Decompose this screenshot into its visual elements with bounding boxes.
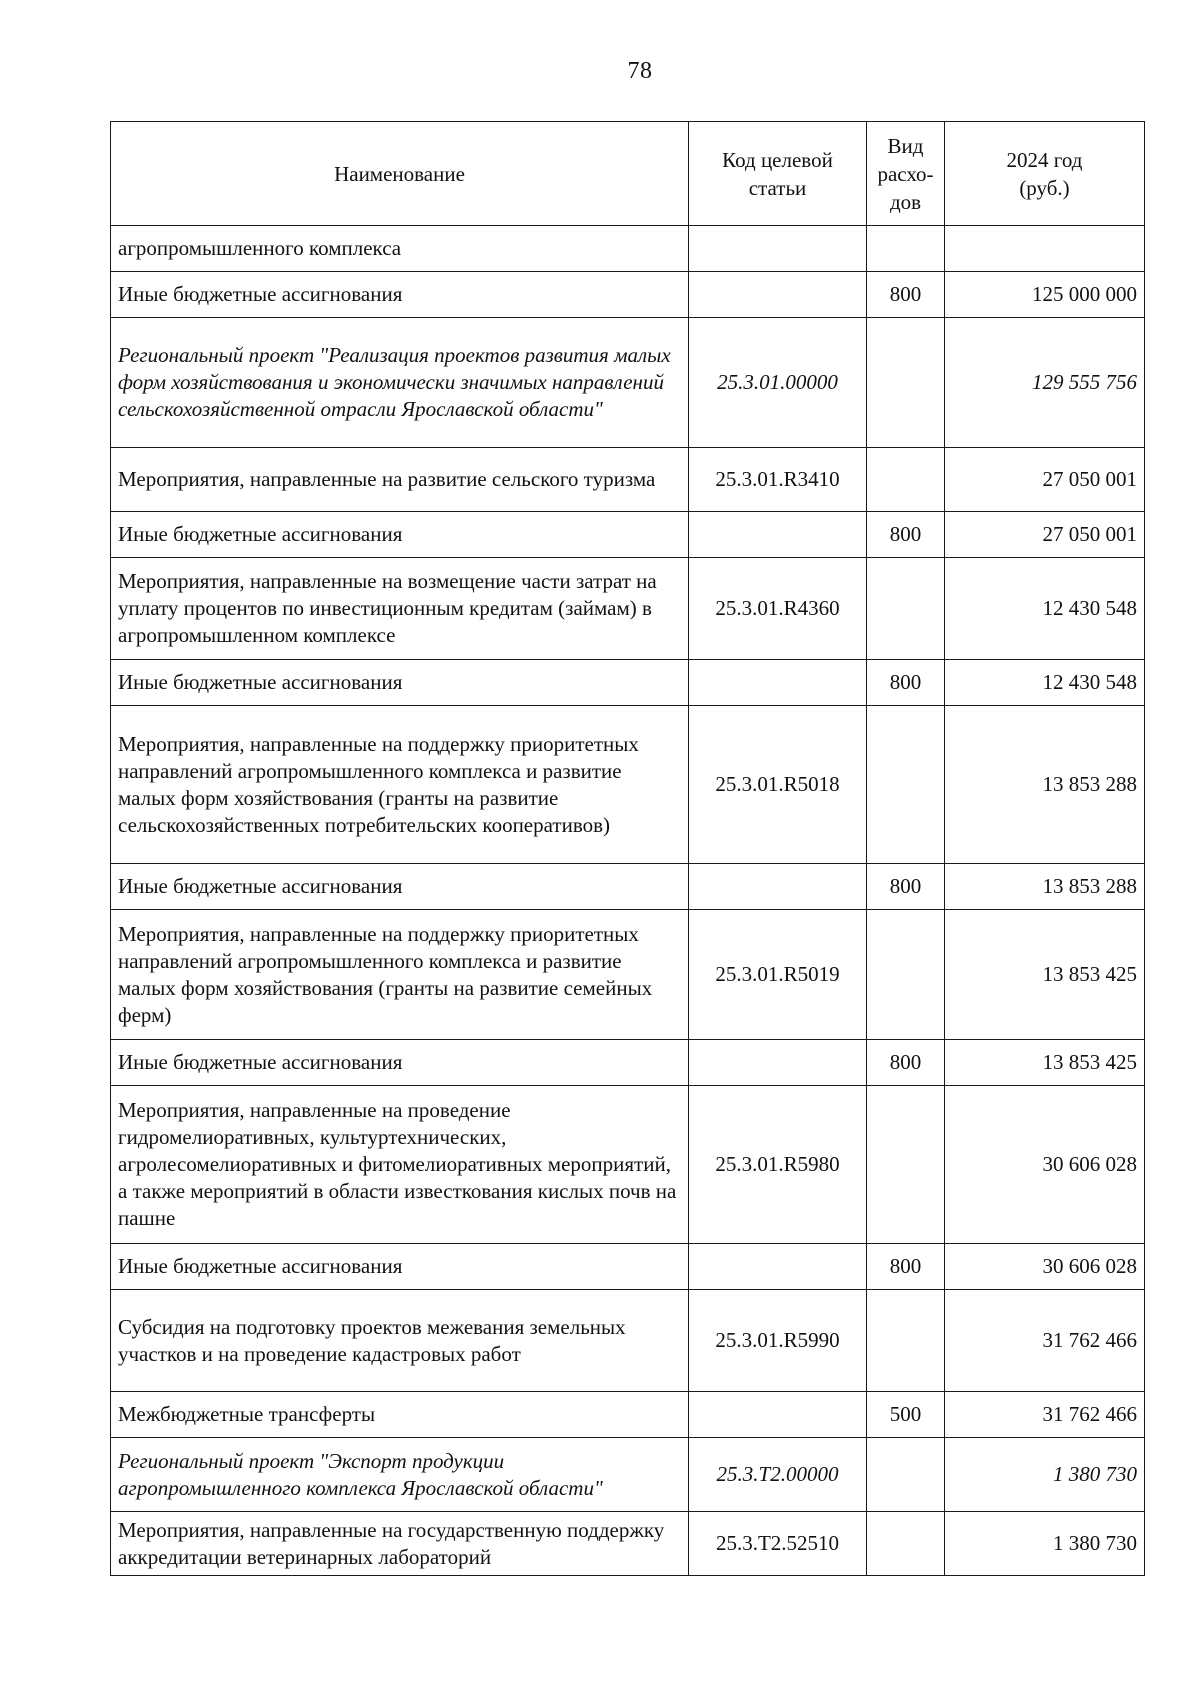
header-type: Вид расхо-дов bbox=[867, 122, 945, 226]
cell-type: 800 bbox=[867, 272, 945, 318]
cell-sum: 1 380 730 bbox=[945, 1438, 1145, 1512]
cell-sum: 31 762 466 bbox=[945, 1290, 1145, 1392]
cell-sum: 13 853 288 bbox=[945, 706, 1145, 864]
cell-code bbox=[689, 1392, 867, 1438]
cell-name: Мероприятия, направленные на проведение гидромелиоративных, культуртехнических, агролесомелиоративных и фитомелиоративных мероприятий, а также мероприятий в области известкования кислых почв на пашне bbox=[111, 1086, 689, 1244]
cell-name: Иные бюджетные ассигнования bbox=[111, 512, 689, 558]
cell-code: 25.3.01.R4360 bbox=[689, 558, 867, 660]
cell-sum: 12 430 548 bbox=[945, 660, 1145, 706]
cell-name: Субсидия на подготовку проектов межевания земельных участков и на проведение кадастровых работ bbox=[111, 1290, 689, 1392]
cell-sum bbox=[945, 226, 1145, 272]
cell-name: Иные бюджетные ассигнования bbox=[111, 864, 689, 910]
cell-sum: 31 762 466 bbox=[945, 1392, 1145, 1438]
cell-code: 25.3.01.00000 bbox=[689, 318, 867, 448]
table-row bbox=[111, 512, 1145, 558]
cell-code: 25.3.01.R5980 bbox=[689, 1086, 867, 1244]
header-name: Наименование bbox=[111, 122, 689, 226]
table-row bbox=[111, 864, 1145, 910]
cell-name: Региональный проект "Экспорт продукции агропромышленного комплекса Ярославской области" bbox=[111, 1438, 689, 1512]
cell-sum: 1 380 730 bbox=[945, 1512, 1145, 1576]
cell-code: 25.3.01.R5019 bbox=[689, 910, 867, 1040]
table-row bbox=[111, 558, 1145, 660]
cell-sum: 129 555 756 bbox=[945, 318, 1145, 448]
table-row bbox=[111, 910, 1145, 1040]
table-row bbox=[111, 706, 1145, 864]
table-row bbox=[111, 1290, 1145, 1392]
cell-type bbox=[867, 318, 945, 448]
cell-sum: 30 606 028 bbox=[945, 1086, 1145, 1244]
table-row bbox=[111, 1244, 1145, 1290]
cell-name: Мероприятия, направленные на развитие сельского туризма bbox=[111, 448, 689, 512]
cell-code: 25.3.01.R5990 bbox=[689, 1290, 867, 1392]
table-row bbox=[111, 1392, 1145, 1438]
table-header-row bbox=[111, 122, 1145, 226]
page-number: 78 bbox=[627, 58, 653, 84]
cell-name: Мероприятия, направленные на поддержку приоритетных направлений агропромышленного комплекса и развитие малых форм хозяйствования (гранты на развитие семейных ферм) bbox=[111, 910, 689, 1040]
cell-sum: 13 853 288 bbox=[945, 864, 1145, 910]
cell-name: Мероприятия, направленные на государственную поддержку аккредитации ветеринарных лабораторий bbox=[111, 1512, 689, 1576]
cell-sum: 30 606 028 bbox=[945, 1244, 1145, 1290]
cell-type bbox=[867, 1290, 945, 1392]
cell-type bbox=[867, 1438, 945, 1512]
cell-code: 25.3.01.R3410 bbox=[689, 448, 867, 512]
cell-type bbox=[867, 910, 945, 1040]
cell-code bbox=[689, 660, 867, 706]
cell-type bbox=[867, 706, 945, 864]
cell-sum: 125 000 000 bbox=[945, 272, 1145, 318]
cell-type: 500 bbox=[867, 1392, 945, 1438]
cell-name: Мероприятия, направленные на возмещение части затрат на уплату процентов по инвестиционным кредитам (займам) в агропромышленном комплексе bbox=[111, 558, 689, 660]
cell-name: агропромышленного комплекса bbox=[111, 226, 689, 272]
cell-code: 25.3.Т2.00000 bbox=[689, 1438, 867, 1512]
cell-type: 800 bbox=[867, 1244, 945, 1290]
cell-name: Иные бюджетные ассигнования bbox=[111, 660, 689, 706]
table-row bbox=[111, 1086, 1145, 1244]
cell-code bbox=[689, 272, 867, 318]
table-row bbox=[111, 1512, 1145, 1576]
table-row bbox=[111, 226, 1145, 272]
cell-name: Иные бюджетные ассигнования bbox=[111, 1040, 689, 1086]
cell-name: Межбюджетные трансферты bbox=[111, 1392, 689, 1438]
cell-type: 800 bbox=[867, 864, 945, 910]
cell-sum: 13 853 425 bbox=[945, 1040, 1145, 1086]
cell-name: Иные бюджетные ассигнования bbox=[111, 272, 689, 318]
cell-type bbox=[867, 1512, 945, 1576]
cell-code: 25.3.01.R5018 bbox=[689, 706, 867, 864]
table-row bbox=[111, 272, 1145, 318]
header-code: Код целевой статьи bbox=[689, 122, 867, 226]
cell-type bbox=[867, 558, 945, 660]
cell-type bbox=[867, 226, 945, 272]
cell-sum: 27 050 001 bbox=[945, 448, 1145, 512]
cell-name: Региональный проект "Реализация проектов развития малых форм хозяйствования и экономически значимых направлений сельскохозяйственной отрасли Ярославской области" bbox=[111, 318, 689, 448]
cell-sum: 27 050 001 bbox=[945, 512, 1145, 558]
cell-type bbox=[867, 448, 945, 512]
table-row bbox=[111, 1438, 1145, 1512]
cell-code bbox=[689, 1244, 867, 1290]
cell-code bbox=[689, 512, 867, 558]
cell-type: 800 bbox=[867, 512, 945, 558]
table-row bbox=[111, 448, 1145, 512]
cell-code bbox=[689, 226, 867, 272]
header-sum: 2024 год (руб.) bbox=[945, 122, 1145, 226]
cell-type bbox=[867, 1086, 945, 1244]
cell-type: 800 bbox=[867, 1040, 945, 1086]
table-row bbox=[111, 318, 1145, 448]
cell-name: Иные бюджетные ассигнования bbox=[111, 1244, 689, 1290]
table-row bbox=[111, 1040, 1145, 1086]
cell-sum: 12 430 548 bbox=[945, 558, 1145, 660]
cell-sum: 13 853 425 bbox=[945, 910, 1145, 1040]
budget-table bbox=[110, 121, 1145, 1576]
cell-code: 25.3.Т2.52510 bbox=[689, 1512, 867, 1576]
cell-code bbox=[689, 1040, 867, 1086]
cell-type: 800 bbox=[867, 660, 945, 706]
cell-code bbox=[689, 864, 867, 910]
table-row bbox=[111, 660, 1145, 706]
cell-name: Мероприятия, направленные на поддержку приоритетных направлений агропромышленного комплекса и развитие малых форм хозяйствования (гранты на развитие сельскохозяйственных потребительских кооперативов) bbox=[111, 706, 689, 864]
